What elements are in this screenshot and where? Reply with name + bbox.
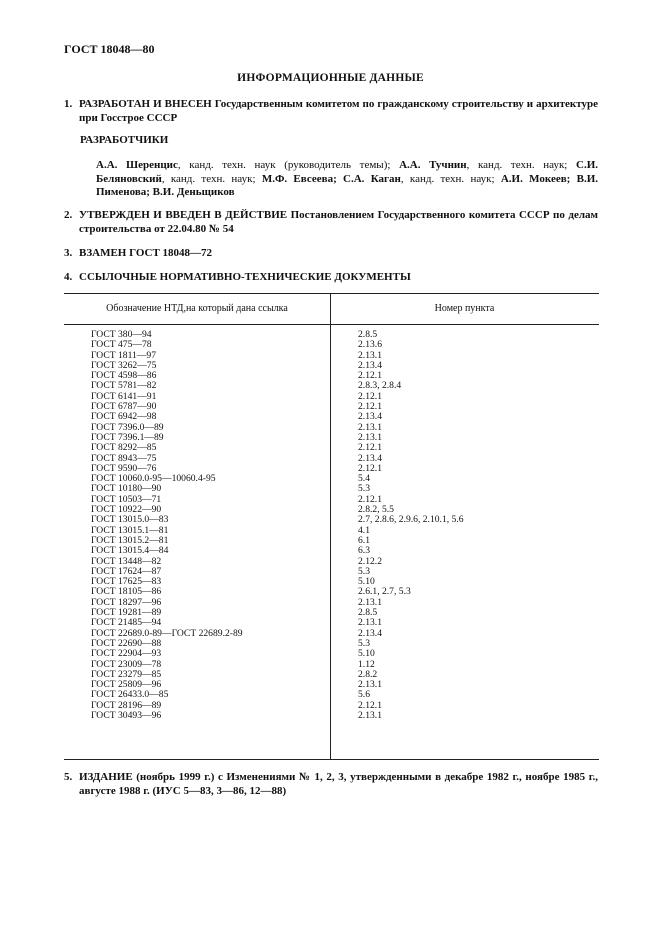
document-designation: ГОСТ 10503—71 xyxy=(91,493,162,505)
clause-number: 5.10 xyxy=(358,576,375,588)
table-body xyxy=(64,330,599,721)
clause-number: 2.13.1 xyxy=(358,596,382,608)
section-1-number: 1. xyxy=(64,98,73,110)
clause-number: 2.13.1 xyxy=(358,349,382,361)
document-designation: ГОСТ 26433.0—85 xyxy=(91,689,169,701)
clause-number: 5.3 xyxy=(358,483,370,495)
document-designation: ГОСТ 475—78 xyxy=(91,339,152,351)
document-designation: ГОСТ 380—94 xyxy=(91,329,152,340)
document-designation: ГОСТ 18105—86 xyxy=(91,586,162,598)
document-designation: ГОСТ 13015.4—84 xyxy=(91,545,169,557)
clause-number: 2.8.5 xyxy=(358,607,378,619)
clause-number: 2.13.1 xyxy=(358,431,382,443)
section-1-title: РАЗРАБОТАН И ВНЕСЕН xyxy=(79,98,212,110)
document-designation: ГОСТ 10060.0-95—10060.4-95 xyxy=(91,473,216,485)
developer-degree: , канд. техн. наук (руководитель темы); xyxy=(177,159,400,171)
document-designation: ГОСТ 7396.0—89 xyxy=(91,421,164,433)
document-designation: ГОСТ 22689.0-89—ГОСТ 22689.2-89 xyxy=(91,627,243,639)
section-1 xyxy=(64,98,598,125)
clause-number: 2.12.1 xyxy=(358,370,382,382)
document-designation: ГОСТ 13015.1—81 xyxy=(91,524,169,536)
clause-number: 2.12.1 xyxy=(358,699,382,711)
document-designation: ГОСТ 22690—88 xyxy=(91,637,162,649)
clause-number: 2.13.4 xyxy=(358,411,382,423)
clause-number: 5.4 xyxy=(358,473,370,485)
clause-number: 2.13.4 xyxy=(358,359,382,371)
document-designation: ГОСТ 17625—83 xyxy=(91,576,162,588)
clause-number: 5.3 xyxy=(358,565,370,577)
section-2-title: УТВЕРЖДЕН И ВВЕДЕН В ДЕЙСТВИЕ xyxy=(79,209,288,221)
developer-name: М.Ф. Евсеева; С.А. Каган xyxy=(261,172,401,185)
clause-number: 5.10 xyxy=(358,648,375,660)
document-designation: ГОСТ 13015.0—83 xyxy=(91,514,169,526)
document-designation: ГОСТ 25809—96 xyxy=(91,679,162,691)
column-header-clause: Номер пункта xyxy=(434,303,495,314)
section-2-number: 2. xyxy=(64,209,73,221)
clause-number: 4.1 xyxy=(358,524,370,536)
document-designation: ГОСТ 10922—90 xyxy=(91,504,162,516)
clause-number: 2.13.1 xyxy=(358,679,382,691)
section-4-text: ССЫЛОЧНЫЕ НОРМАТИВНО-ТЕХНИЧЕСКИЕ ДОКУМЕНТЫ xyxy=(79,271,411,283)
developer-degree: , канд. техн. наук; xyxy=(400,172,501,185)
clause-number: 2.8.2, 5.5 xyxy=(358,504,394,516)
column-header-document: Обозначение НТД,на который дана ссылка xyxy=(106,303,288,314)
clause-number: 2.6.1, 2.7, 5.3 xyxy=(358,586,411,598)
clause-number: 2.13.4 xyxy=(358,452,382,464)
document-designation: ГОСТ 8292—85 xyxy=(91,442,157,454)
references-table xyxy=(64,293,599,759)
clause-number: 6.3 xyxy=(358,545,370,557)
section-3-text: ВЗАМЕН ГОСТ 18048—72 xyxy=(79,247,213,259)
section-5 xyxy=(64,771,598,798)
developer-name: С.И. Беляновский xyxy=(96,159,599,185)
document-designation: ГОСТ 23009—78 xyxy=(91,658,162,670)
clause-number: 2.12.2 xyxy=(358,555,382,567)
clause-number: 2.13.1 xyxy=(358,617,382,629)
clause-number: 2.12.1 xyxy=(358,390,382,402)
document-designation: ГОСТ 10180—90 xyxy=(91,483,162,495)
clause-number: 5.6 xyxy=(358,689,370,701)
clause-number: 2.12.1 xyxy=(358,401,382,413)
table-header-rule xyxy=(64,324,599,325)
document-designation: ГОСТ 18297—96 xyxy=(91,596,162,608)
document-designation: ГОСТ 13015.2—81 xyxy=(91,534,169,546)
document-designation: ГОСТ 28196—89 xyxy=(91,699,162,711)
section-2 xyxy=(64,209,598,236)
document-designation: ГОСТ 4598—86 xyxy=(91,370,157,382)
developer-degree: , канд. техн. наук; xyxy=(161,172,262,185)
clause-number: 2.13.1 xyxy=(358,421,382,433)
document-designation: ГОСТ 21485—94 xyxy=(91,617,162,629)
document-designation: ГОСТ 30493—96 xyxy=(91,709,162,721)
developer-name: А.И. Мокеев; В.И. Пименова; В.И. Деньщиков xyxy=(96,172,598,198)
developer-degree: , канд. техн. наук; xyxy=(466,159,577,171)
clause-number: 2.13.1 xyxy=(358,709,382,721)
table-row xyxy=(64,649,599,659)
table-row xyxy=(64,546,599,556)
clause-number: 6.1 xyxy=(358,534,370,546)
clause-number: 2.13.6 xyxy=(358,339,382,351)
section-5-text: ИЗДАНИЕ (ноябрь 1999 г.) с Изменениями № 1, 2, 3, утвержденными в декабре 1982 г., ноябре 1985 г., августе 1988 г. (ИУС 5—83, 3—86, 12—88) xyxy=(79,771,598,797)
table-top-rule xyxy=(64,293,599,294)
developer-name: А.А. Тучнин xyxy=(399,159,467,171)
section-3-number: 3. xyxy=(64,247,73,259)
document-designation: ГОСТ 8943—75 xyxy=(91,452,157,464)
section-4 xyxy=(64,271,598,285)
document-designation: ГОСТ 5781—82 xyxy=(91,380,157,392)
clause-number: 5.3 xyxy=(358,637,370,649)
clause-number: 2.8.3, 2.8.4 xyxy=(358,380,402,392)
document-designation: ГОСТ 7396.1—89 xyxy=(91,431,164,443)
clause-number: 2.12.1 xyxy=(358,462,382,474)
clause-number: 1.12 xyxy=(358,658,375,670)
document-designation: ГОСТ 1811—97 xyxy=(91,349,157,361)
document-designation: ГОСТ 6141—91 xyxy=(91,390,157,402)
developers-list xyxy=(96,159,598,200)
document-designation: ГОСТ 6787—90 xyxy=(91,401,157,413)
clause-number: 2.7, 2.8.6, 2.9.6, 2.10.1, 5.6 xyxy=(358,514,464,526)
document-designation: ГОСТ 6942—98 xyxy=(91,411,157,423)
document-designation: ГОСТ 22904—93 xyxy=(91,648,162,660)
document-designation: ГОСТ 3262—75 xyxy=(91,359,157,371)
page-heading: ИНФОРМАЦИОННЫЕ ДАННЫЕ xyxy=(237,72,424,84)
section-5-number: 5. xyxy=(64,771,73,783)
section-3 xyxy=(64,247,598,261)
document-designation: ГОСТ 17624—87 xyxy=(91,565,162,577)
document-designation: ГОСТ 9590—76 xyxy=(91,462,157,474)
clause-number: 2.8.2 xyxy=(358,668,378,680)
developer-name: А.А. Шеренцис xyxy=(96,159,178,171)
table-row xyxy=(64,711,599,721)
document-code: ГОСТ 18048—80 xyxy=(64,42,155,56)
section-1-text: Государственным комитетом по гражданскому строительству и архитектуре при Госстрое СССР xyxy=(79,98,598,124)
document-designation: ГОСТ 19281—89 xyxy=(91,607,162,619)
clause-number: 2.12.1 xyxy=(358,493,382,505)
developers-heading: РАЗРАБОТЧИКИ xyxy=(80,134,169,146)
section-4-number: 4. xyxy=(64,271,73,283)
document-designation: ГОСТ 13448—82 xyxy=(91,555,162,567)
table-bottom-rule xyxy=(64,759,599,760)
section-2-text: Постановлением Государственного комитета СССР по делам строительства от 22.04.80 № 54 xyxy=(79,209,599,235)
clause-number: 2.13.4 xyxy=(358,627,382,639)
document-designation: ГОСТ 23279—85 xyxy=(91,668,162,680)
clause-number: 2.8.5 xyxy=(358,329,378,340)
clause-number: 2.12.1 xyxy=(358,442,382,454)
